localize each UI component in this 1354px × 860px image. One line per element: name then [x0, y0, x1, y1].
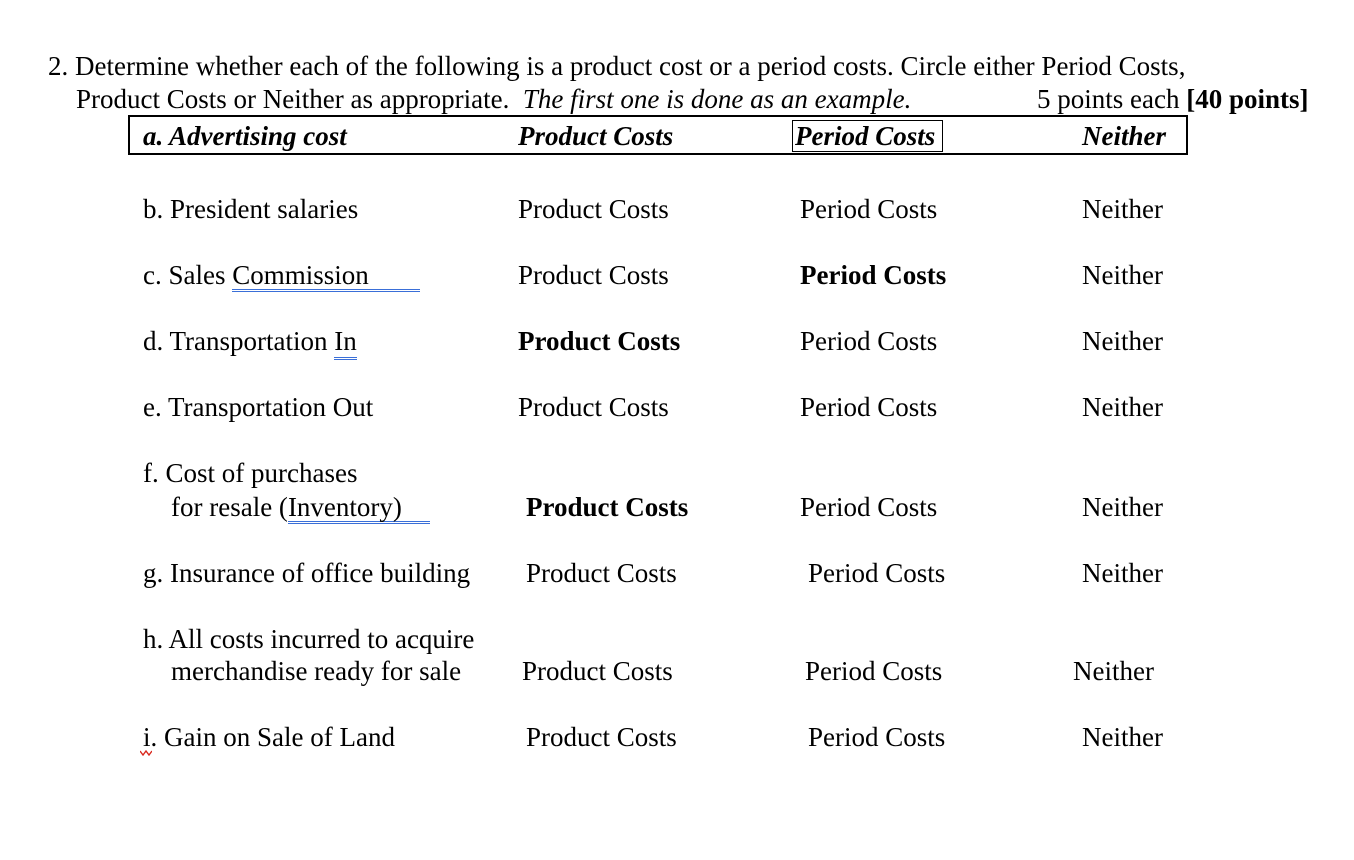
item-label-h-line1: h. All costs incurred to acquire	[143, 624, 475, 654]
option-period-c-selected[interactable]: Period Costs	[800, 260, 947, 290]
option-period-d[interactable]: Period Costs	[800, 326, 938, 356]
option-product-g[interactable]: Product Costs	[526, 558, 677, 588]
question-instruction: Product Costs or Neither as appropriate.	[76, 84, 510, 114]
option-neither-f[interactable]: Neither	[1082, 492, 1163, 522]
example-option-period[interactable]: Period Costs	[795, 121, 936, 151]
points-label	[1037, 86, 1308, 113]
option-product-c[interactable]: Product Costs	[518, 260, 669, 290]
option-neither-g[interactable]: Neither	[1082, 558, 1163, 588]
option-period-g[interactable]: Period Costs	[808, 558, 946, 588]
option-period-b[interactable]: Period Costs	[800, 194, 938, 224]
item-label-c-word: Commission	[232, 260, 369, 290]
option-product-b[interactable]: Product Costs	[518, 194, 669, 224]
item-label-i: i. Gain on Sale of Land	[143, 722, 395, 752]
option-period-h[interactable]: Period Costs	[805, 656, 943, 686]
item-label-c-underlined	[232, 262, 420, 292]
item-label-d	[143, 328, 357, 355]
option-neither-h[interactable]: Neither	[1073, 656, 1154, 686]
item-label-e: e. Transportation Out	[143, 392, 374, 422]
item-label-g: g. Insurance of office building	[143, 558, 471, 588]
option-period-e[interactable]: Period Costs	[800, 392, 938, 422]
option-neither-e[interactable]: Neither	[1082, 392, 1163, 422]
item-label-b: b. President salaries	[143, 194, 359, 224]
option-product-e[interactable]: Product Costs	[518, 392, 669, 422]
option-product-h[interactable]: Product Costs	[522, 656, 673, 686]
option-product-i[interactable]: Product Costs	[526, 722, 677, 752]
question-text-line2	[76, 86, 911, 113]
item-label-d-prefix: d. Transportation	[143, 326, 335, 356]
item-label-d-underlined: In	[334, 326, 357, 360]
item-label-f-prefix: for resale (	[171, 492, 288, 522]
example-label: a. Advertising cost	[143, 121, 347, 151]
option-neither-i[interactable]: Neither	[1082, 722, 1163, 752]
item-label-f-line1: f. Cost of purchases	[143, 458, 358, 488]
item-label-h-line2: merchandise ready for sale	[171, 656, 462, 686]
points-total: [40 points]	[1186, 84, 1309, 114]
option-product-d-selected[interactable]: Product Costs	[518, 326, 681, 356]
example-option-neither[interactable]: Neither	[1082, 121, 1166, 151]
option-product-f-selected[interactable]: Product Costs	[526, 492, 689, 522]
option-period-f[interactable]: Period Costs	[800, 492, 938, 522]
item-label-f-word: Inventory)	[287, 492, 402, 522]
points-each: 5 points each	[1037, 84, 1180, 114]
item-label-f-underlined	[288, 494, 430, 524]
spelling-squiggle-icon	[140, 750, 152, 756]
example-note: The first one is done as an example.	[522, 84, 912, 114]
option-neither-c[interactable]: Neither	[1082, 260, 1163, 290]
item-label-c-prefix: c. Sales	[143, 260, 233, 290]
item-label-c	[143, 262, 420, 292]
option-period-i[interactable]: Period Costs	[808, 722, 946, 752]
item-label-f-line2	[171, 494, 430, 524]
question-text-line1: 2. Determine whether each of the following is a product cost or a period costs. Circle either Period Costs,	[48, 51, 1186, 81]
option-neither-d[interactable]: Neither	[1082, 326, 1163, 356]
option-neither-b[interactable]: Neither	[1082, 194, 1163, 224]
example-option-product[interactable]: Product Costs	[518, 121, 674, 151]
